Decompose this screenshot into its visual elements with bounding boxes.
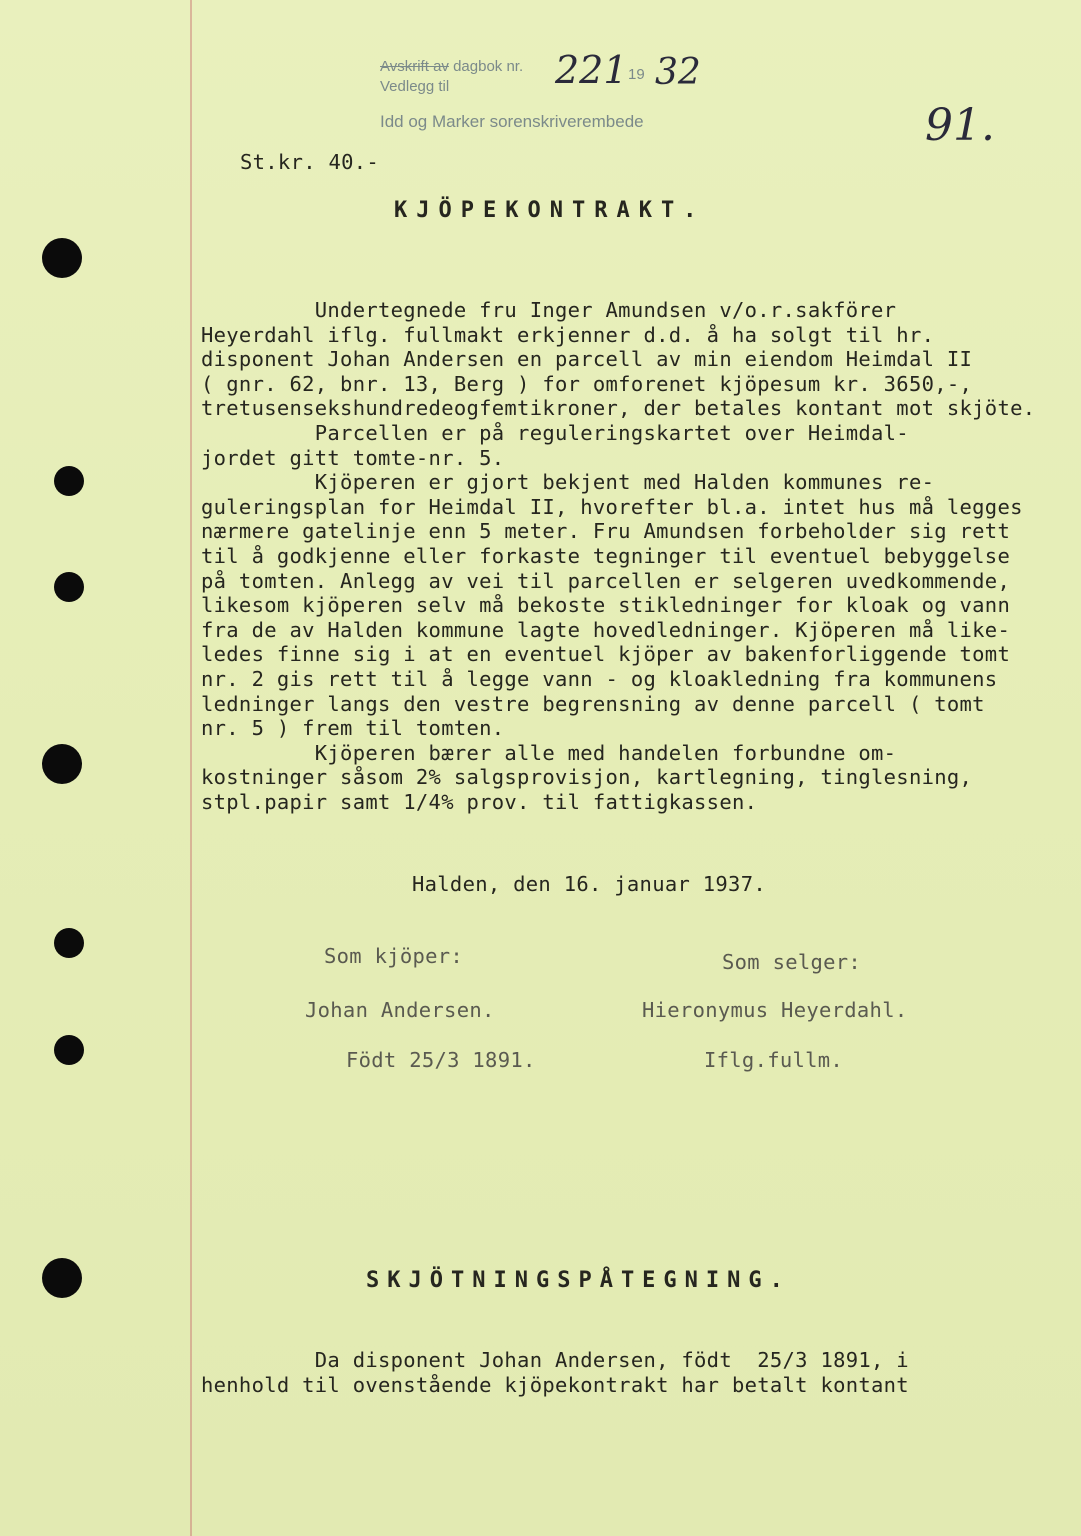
punch-hole [42,1258,82,1298]
punch-hole [54,928,84,958]
text-line: nr. 5 ) frem til tomten. [201,716,505,741]
punch-hole [54,1035,84,1065]
place-date: Halden, den 16. januar 1937. [412,872,766,896]
text-line: kostninger såsom 2% salgsprovisjon, kartlegning, tinglesning, [201,765,973,790]
text-line: på tomten. Anlegg av vei til parcellen er selgeren uvedkommende, [201,568,1011,593]
registry-stamp-line1 [380,58,523,76]
buyer-birthdate: Födt 25/3 1891. [346,1048,536,1072]
text-line: Da disponent Johan Andersen, födt 25/3 1891, i [201,1348,909,1372]
stamp-duty: St.kr. 40.- [240,150,380,174]
stamp-struck-text: Avskrift av [380,58,449,75]
punch-hole [54,466,84,496]
margin-line [190,0,192,1536]
text-line: Kjöperen bærer alle med handelen forbundne om- [201,740,897,765]
buyer-name: Johan Andersen. [305,998,495,1022]
text-line: Heyerdahl iflg. fullmakt erkjenner d.d. å ha solgt til hr. [201,322,935,347]
punch-hole [54,572,84,602]
handwritten-folio-number: 91. [925,100,995,151]
text-line: ( gnr. 62, bnr. 13, Berg ) for omforenet kjöpesum kr. 3650,-, [201,371,973,396]
text-line: Undertegnede fru Inger Amundsen v/o.r.sakförer [201,298,897,322]
punch-hole [42,238,82,278]
text-line: jordet gitt tomte-nr. 5. [201,445,505,470]
text-line: ledes finne sig i at en eventuel kjöper av bakenforliggende tomt [201,642,1011,667]
endorsement-title: SKJÖTNINGSPÅTEGNING. [366,1268,791,1293]
seller-name: Hieronymus Heyerdahl. [642,998,908,1022]
registry-stamp-office: Idd og Marker sorenskriverembede [380,112,644,131]
text-line: tretusensekshundredeogfemtikroner, der betales kontant mot skjöte. [201,396,1036,421]
handwritten-year: 32 [655,52,701,93]
registry-stamp-line2: Vedlegg til [380,78,450,95]
stamp-dagbok-label: dagbok nr. [453,58,524,75]
text-line: guleringsplan for Heimdal II, hvorefter bl.a. intet hus må legges [201,494,1023,519]
text-line: Kjöperen er gjort bekjent med Halden kommunes re- [201,470,935,495]
handwritten-entry-number: 221 [555,48,628,92]
text-line: disponent Johan Andersen en parcell av min eiendom Heimdal II [201,347,973,372]
text-line: nr. 2 gis rett til å legge vann - og kloakledning fra kommunens [201,667,998,691]
text-line: nærmere gatelinje enn 5 meter. Fru Amundsen forbeholder sig rett [201,519,1011,544]
text-line: til å godkjenne eller forkaste tegninger til eventuel bebyggelse [201,544,1011,568]
seller-authorization: Iflg.fullm. [704,1048,844,1072]
stamp-year-prefix: 19 [628,66,645,83]
text-line: stpl.papir samt 1/4% prov. til fattigkassen. [201,790,758,814]
seller-label: Som selger: [722,950,862,974]
punch-hole [42,744,82,784]
buyer-label: Som kjöper: [324,944,464,968]
text-line: likesom kjöperen selv må bekoste stikledninger for kloak og vann [201,593,1011,618]
text-line: fra de av Halden kommune lagte hovedledninger. Kjöperen må like- [201,617,1011,642]
text-line: ledninger langs den vestre begrensning av denne parcell ( tomt [201,691,985,716]
contract-title: KJÖPEKONTRAKT. [394,198,706,223]
text-line: Parcellen er på reguleringskartet over Heimdal- [201,421,909,445]
text-line: henhold til ovenstående kjöpekontrakt har betalt kontant [201,1373,909,1397]
